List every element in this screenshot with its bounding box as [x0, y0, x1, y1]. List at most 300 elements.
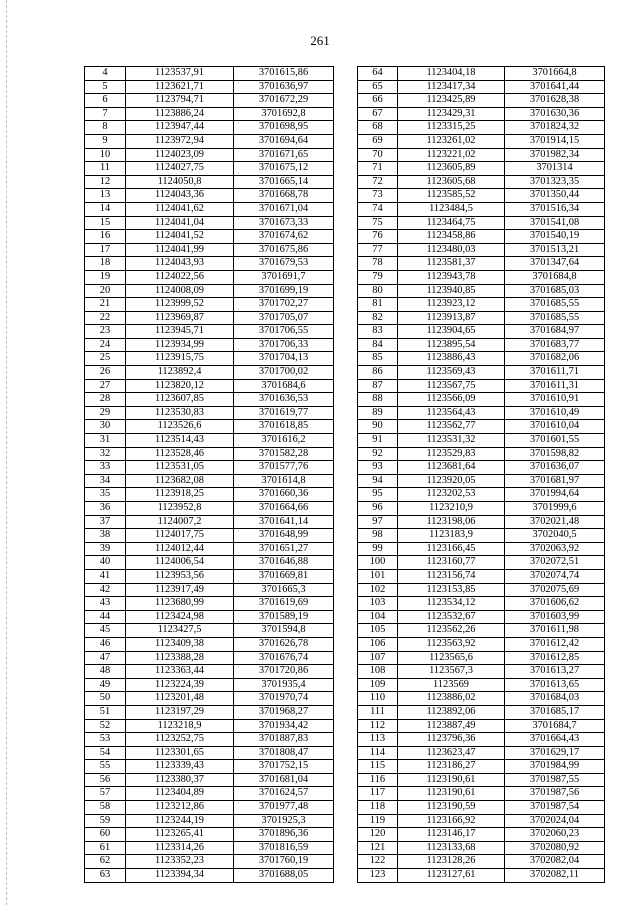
- table-row: [85, 202, 334, 216]
- x-coordinate-cell: 1123892,4: [126, 366, 234, 380]
- point-number-cell: 95: [358, 488, 398, 502]
- x-coordinate-cell: 1123680,99: [126, 597, 234, 611]
- point-number-cell: 63: [85, 869, 126, 883]
- table-row: [85, 583, 334, 597]
- point-number-cell: 12: [85, 175, 126, 189]
- x-coordinate-cell: 1124012,44: [126, 542, 234, 556]
- table-row: [85, 705, 334, 719]
- y-coordinate-cell: 3701824,32: [505, 121, 605, 135]
- point-number-cell: 69: [358, 134, 398, 148]
- table-row: [85, 515, 334, 529]
- x-coordinate-cell: 1123952,8: [126, 502, 234, 516]
- point-number-cell: 25: [85, 352, 126, 366]
- point-number-cell: 47: [85, 651, 126, 665]
- y-coordinate-cell: 3701641,14: [234, 515, 334, 529]
- point-number-cell: 18: [85, 257, 126, 271]
- y-coordinate-cell: 3701675,86: [234, 243, 334, 257]
- y-coordinate-cell: 3701685,55: [505, 298, 605, 312]
- y-coordinate-cell: 3701688,05: [234, 869, 334, 883]
- point-number-cell: 108: [358, 665, 398, 679]
- x-coordinate-cell: 1123567,3: [398, 665, 505, 679]
- x-coordinate-cell: 1123394,34: [126, 869, 234, 883]
- point-number-cell: 27: [85, 379, 126, 393]
- point-number-cell: 23: [85, 325, 126, 339]
- point-number-cell: 24: [85, 338, 126, 352]
- y-coordinate-cell: 3702082,04: [505, 855, 605, 869]
- x-coordinate-cell: 1124050,8: [126, 175, 234, 189]
- table-row: [358, 542, 605, 556]
- x-coordinate-cell: 1123569: [398, 678, 505, 692]
- point-number-cell: 56: [85, 773, 126, 787]
- point-number-cell: 116: [358, 773, 398, 787]
- table-row: [358, 406, 605, 420]
- y-coordinate-cell: 3701664,8: [505, 67, 605, 81]
- table-row: [85, 624, 334, 638]
- point-number-cell: 67: [358, 107, 398, 121]
- y-coordinate-cell: 3701987,56: [505, 787, 605, 801]
- y-coordinate-cell: 3701925,3: [234, 814, 334, 828]
- table-row: [85, 678, 334, 692]
- y-coordinate-cell: 3701323,35: [505, 175, 605, 189]
- y-coordinate-cell: 3701752,15: [234, 760, 334, 774]
- x-coordinate-cell: 1123820,12: [126, 379, 234, 393]
- x-coordinate-cell: 1123261,02: [398, 134, 505, 148]
- point-number-cell: 76: [358, 230, 398, 244]
- x-coordinate-cell: 1123190,59: [398, 801, 505, 815]
- x-coordinate-cell: 1123183,9: [398, 529, 505, 543]
- point-number-cell: 122: [358, 855, 398, 869]
- x-coordinate-cell: 1123127,61: [398, 869, 505, 883]
- y-coordinate-cell: 3701611,31: [505, 379, 605, 393]
- x-coordinate-cell: 1123133,68: [398, 841, 505, 855]
- point-number-cell: 117: [358, 787, 398, 801]
- point-number-cell: 79: [358, 270, 398, 284]
- table-row: [358, 474, 605, 488]
- x-coordinate-cell: 1123585,52: [398, 189, 505, 203]
- point-number-cell: 107: [358, 651, 398, 665]
- y-coordinate-cell: 3701611,71: [505, 366, 605, 380]
- x-coordinate-cell: 1123564,43: [398, 406, 505, 420]
- y-coordinate-cell: 3701665,3: [234, 583, 334, 597]
- point-number-cell: 49: [85, 678, 126, 692]
- x-coordinate-cell: 1123352,23: [126, 855, 234, 869]
- table-row: [358, 284, 605, 298]
- point-number-cell: 66: [358, 94, 398, 108]
- table-row: [358, 461, 605, 475]
- y-coordinate-cell: 3701808,47: [234, 746, 334, 760]
- y-coordinate-cell: 3701630,36: [505, 107, 605, 121]
- table-row: [358, 502, 605, 516]
- x-coordinate-cell: 1123363,44: [126, 665, 234, 679]
- point-number-cell: 110: [358, 692, 398, 706]
- x-coordinate-cell: 1123895,54: [398, 338, 505, 352]
- point-number-cell: 90: [358, 420, 398, 434]
- table-row: [358, 610, 605, 624]
- y-coordinate-cell: 3701970,74: [234, 692, 334, 706]
- x-coordinate-cell: 1123128,26: [398, 855, 505, 869]
- point-number-cell: 7: [85, 107, 126, 121]
- y-coordinate-cell: 3701610,04: [505, 420, 605, 434]
- table-row: [358, 814, 605, 828]
- table-row: [358, 583, 605, 597]
- y-coordinate-cell: 3701612,85: [505, 651, 605, 665]
- table-row: [85, 148, 334, 162]
- table-row: [358, 338, 605, 352]
- y-coordinate-cell: 3701987,55: [505, 773, 605, 787]
- table-row: [85, 651, 334, 665]
- x-coordinate-cell: 1124007,2: [126, 515, 234, 529]
- table-row: [85, 257, 334, 271]
- table-row: [85, 338, 334, 352]
- x-coordinate-cell: 1123339,43: [126, 760, 234, 774]
- y-coordinate-cell: 3701681,04: [234, 773, 334, 787]
- y-coordinate-cell: 3701999,6: [505, 502, 605, 516]
- point-number-cell: 10: [85, 148, 126, 162]
- y-coordinate-cell: 3701660,36: [234, 488, 334, 502]
- y-coordinate-cell: 3701685,55: [505, 311, 605, 325]
- point-number-cell: 119: [358, 814, 398, 828]
- table-row: [85, 134, 334, 148]
- y-coordinate-cell: 3701982,34: [505, 148, 605, 162]
- y-coordinate-cell: 3701935,4: [234, 678, 334, 692]
- y-coordinate-cell: 3702024,04: [505, 814, 605, 828]
- x-coordinate-cell: 1123563,92: [398, 637, 505, 651]
- point-number-cell: 114: [358, 746, 398, 760]
- scan-margin-line: [6, 0, 7, 905]
- table-row: [358, 379, 605, 393]
- table-row: [358, 243, 605, 257]
- y-coordinate-cell: 3701984,99: [505, 760, 605, 774]
- y-coordinate-cell: 3701648,99: [234, 529, 334, 543]
- table-row: [85, 637, 334, 651]
- x-coordinate-cell: 1123210,9: [398, 502, 505, 516]
- x-coordinate-cell: 1123484,5: [398, 202, 505, 216]
- point-number-cell: 16: [85, 230, 126, 244]
- table-row: [358, 801, 605, 815]
- point-number-cell: 58: [85, 801, 126, 815]
- table-row: [358, 746, 605, 760]
- point-number-cell: 6: [85, 94, 126, 108]
- table-row: [85, 189, 334, 203]
- y-coordinate-cell: 3701669,81: [234, 569, 334, 583]
- x-coordinate-cell: 1123953,56: [126, 569, 234, 583]
- y-coordinate-cell: 3701628,38: [505, 94, 605, 108]
- y-coordinate-cell: 3701618,85: [234, 420, 334, 434]
- table-row: [358, 298, 605, 312]
- y-coordinate-cell: 3701968,27: [234, 705, 334, 719]
- y-coordinate-cell: 3701987,54: [505, 801, 605, 815]
- point-number-cell: 37: [85, 515, 126, 529]
- x-coordinate-cell: 1123972,94: [126, 134, 234, 148]
- x-coordinate-cell: 1123425,89: [398, 94, 505, 108]
- x-coordinate-cell: 1123201,48: [126, 692, 234, 706]
- table-row: [85, 692, 334, 706]
- y-coordinate-cell: 3701706,33: [234, 338, 334, 352]
- point-number-cell: 74: [358, 202, 398, 216]
- table-row: [85, 855, 334, 869]
- table-row: [358, 202, 605, 216]
- x-coordinate-cell: 1123514,43: [126, 434, 234, 448]
- table-row: [85, 746, 334, 760]
- y-coordinate-cell: 3701594,8: [234, 624, 334, 638]
- point-number-cell: 106: [358, 637, 398, 651]
- table-row: [85, 406, 334, 420]
- y-coordinate-cell: 3701577,76: [234, 461, 334, 475]
- table-row: [85, 488, 334, 502]
- point-number-cell: 45: [85, 624, 126, 638]
- point-number-cell: 104: [358, 610, 398, 624]
- y-coordinate-cell: 3701671,04: [234, 202, 334, 216]
- y-coordinate-cell: 3701350,44: [505, 189, 605, 203]
- point-number-cell: 19: [85, 270, 126, 284]
- table-row: [358, 597, 605, 611]
- point-number-cell: 51: [85, 705, 126, 719]
- table-row: [85, 760, 334, 774]
- point-number-cell: 96: [358, 502, 398, 516]
- y-coordinate-cell: 3701651,27: [234, 542, 334, 556]
- point-number-cell: 22: [85, 311, 126, 325]
- table-row: [358, 556, 605, 570]
- y-coordinate-cell: 3701347,64: [505, 257, 605, 271]
- point-number-cell: 103: [358, 597, 398, 611]
- x-coordinate-cell: 1124041,99: [126, 243, 234, 257]
- y-coordinate-cell: 3701684,7: [505, 719, 605, 733]
- table-row: [85, 719, 334, 733]
- x-coordinate-cell: 1123224,39: [126, 678, 234, 692]
- table-row: [85, 569, 334, 583]
- y-coordinate-cell: 3701613,65: [505, 678, 605, 692]
- point-number-cell: 65: [358, 80, 398, 94]
- x-coordinate-cell: 1124017,75: [126, 529, 234, 543]
- x-coordinate-cell: 1123244,19: [126, 814, 234, 828]
- x-coordinate-cell: 1123190,61: [398, 787, 505, 801]
- y-coordinate-cell: 3701641,44: [505, 80, 605, 94]
- y-coordinate-cell: 3701934,42: [234, 719, 334, 733]
- y-coordinate-cell: 3701676,74: [234, 651, 334, 665]
- point-number-cell: 73: [358, 189, 398, 203]
- y-coordinate-cell: 3702060,23: [505, 828, 605, 842]
- y-coordinate-cell: 3701516,34: [505, 202, 605, 216]
- x-coordinate-cell: 1123464,75: [398, 216, 505, 230]
- table-row: [358, 257, 605, 271]
- point-number-cell: 94: [358, 474, 398, 488]
- x-coordinate-cell: 1123562,26: [398, 624, 505, 638]
- x-coordinate-cell: 1123915,75: [126, 352, 234, 366]
- table-row: [358, 787, 605, 801]
- point-number-cell: 91: [358, 434, 398, 448]
- y-coordinate-cell: 3701679,53: [234, 257, 334, 271]
- x-coordinate-cell: 1123166,45: [398, 542, 505, 556]
- table-row: [85, 420, 334, 434]
- point-number-cell: 98: [358, 529, 398, 543]
- point-number-cell: 21: [85, 298, 126, 312]
- point-number-cell: 99: [358, 542, 398, 556]
- x-coordinate-cell: 1123160,77: [398, 556, 505, 570]
- table-row: [358, 420, 605, 434]
- point-number-cell: 32: [85, 447, 126, 461]
- y-coordinate-cell: 3701636,53: [234, 393, 334, 407]
- x-coordinate-cell: 1123409,38: [126, 637, 234, 651]
- table-row: [85, 529, 334, 543]
- table-row: [85, 80, 334, 94]
- table-row: [358, 311, 605, 325]
- y-coordinate-cell: 3701665,14: [234, 175, 334, 189]
- point-number-cell: 97: [358, 515, 398, 529]
- y-coordinate-cell: 3701589,19: [234, 610, 334, 624]
- x-coordinate-cell: 1123969,87: [126, 311, 234, 325]
- table-row: [358, 828, 605, 842]
- point-number-cell: 68: [358, 121, 398, 135]
- y-coordinate-cell: 3701699,19: [234, 284, 334, 298]
- point-number-cell: 86: [358, 366, 398, 380]
- y-coordinate-cell: 3701684,03: [505, 692, 605, 706]
- point-number-cell: 5: [85, 80, 126, 94]
- table-row: [358, 175, 605, 189]
- x-coordinate-cell: 1123918,25: [126, 488, 234, 502]
- point-number-cell: 61: [85, 841, 126, 855]
- point-number-cell: 15: [85, 216, 126, 230]
- x-coordinate-cell: 1124022,56: [126, 270, 234, 284]
- x-coordinate-cell: 1123528,46: [126, 447, 234, 461]
- table-row: [358, 488, 605, 502]
- y-coordinate-cell: 3701612,42: [505, 637, 605, 651]
- point-number-cell: 75: [358, 216, 398, 230]
- x-coordinate-cell: 1123943,78: [398, 270, 505, 284]
- x-coordinate-cell: 1124041,52: [126, 230, 234, 244]
- x-coordinate-cell: 1123607,85: [126, 393, 234, 407]
- x-coordinate-cell: 1123153,85: [398, 583, 505, 597]
- x-coordinate-cell: 1123166,92: [398, 814, 505, 828]
- x-coordinate-cell: 1123529,83: [398, 447, 505, 461]
- table-row: [358, 216, 605, 230]
- x-coordinate-cell: 1123567,75: [398, 379, 505, 393]
- x-coordinate-cell: 1124006,54: [126, 556, 234, 570]
- table-row: [358, 529, 605, 543]
- y-coordinate-cell: 3701977,48: [234, 801, 334, 815]
- x-coordinate-cell: 1123945,71: [126, 325, 234, 339]
- y-coordinate-cell: 3701615,86: [234, 67, 334, 81]
- x-coordinate-cell: 1123301,65: [126, 746, 234, 760]
- table-row: [358, 678, 605, 692]
- x-coordinate-cell: 1123530,83: [126, 406, 234, 420]
- table-row: [358, 162, 605, 176]
- point-number-cell: 54: [85, 746, 126, 760]
- table-row: [358, 515, 605, 529]
- table-row: [358, 230, 605, 244]
- y-coordinate-cell: 3701619,69: [234, 597, 334, 611]
- table-row: [85, 828, 334, 842]
- y-coordinate-cell: 3702072,51: [505, 556, 605, 570]
- x-coordinate-cell: 1123886,02: [398, 692, 505, 706]
- point-number-cell: 70: [358, 148, 398, 162]
- x-coordinate-cell: 1123913,87: [398, 311, 505, 325]
- table-row: [85, 814, 334, 828]
- x-coordinate-cell: 1124043,36: [126, 189, 234, 203]
- table-row: [358, 325, 605, 339]
- x-coordinate-cell: 1123212,86: [126, 801, 234, 815]
- x-coordinate-cell: 1123681,64: [398, 461, 505, 475]
- table-row: [358, 80, 605, 94]
- y-coordinate-cell: 3702021,48: [505, 515, 605, 529]
- y-coordinate-cell: 3701684,97: [505, 325, 605, 339]
- y-coordinate-cell: 3701616,2: [234, 434, 334, 448]
- table-row: [358, 434, 605, 448]
- point-number-cell: 92: [358, 447, 398, 461]
- point-number-cell: 57: [85, 787, 126, 801]
- x-coordinate-cell: 1123265,41: [126, 828, 234, 842]
- point-number-cell: 89: [358, 406, 398, 420]
- point-number-cell: 112: [358, 719, 398, 733]
- point-number-cell: 72: [358, 175, 398, 189]
- x-coordinate-cell: 1123388,28: [126, 651, 234, 665]
- x-coordinate-cell: 1123534,12: [398, 597, 505, 611]
- y-coordinate-cell: 3701626,78: [234, 637, 334, 651]
- table-row: [85, 311, 334, 325]
- point-number-cell: 87: [358, 379, 398, 393]
- y-coordinate-cell: 3701614,8: [234, 474, 334, 488]
- point-number-cell: 28: [85, 393, 126, 407]
- table-row: [358, 773, 605, 787]
- x-coordinate-cell: 1123202,53: [398, 488, 505, 502]
- y-coordinate-cell: 3701683,77: [505, 338, 605, 352]
- point-number-cell: 9: [85, 134, 126, 148]
- y-coordinate-cell: 3701705,07: [234, 311, 334, 325]
- table-row: [358, 651, 605, 665]
- y-coordinate-cell: 3701994,64: [505, 488, 605, 502]
- table-row: [358, 121, 605, 135]
- y-coordinate-cell: 3701603,99: [505, 610, 605, 624]
- x-coordinate-cell: 1123314,26: [126, 841, 234, 855]
- x-coordinate-cell: 1123886,24: [126, 107, 234, 121]
- y-coordinate-cell: 3701513,21: [505, 243, 605, 257]
- x-coordinate-cell: 1123621,71: [126, 80, 234, 94]
- table-row: [358, 841, 605, 855]
- point-number-cell: 78: [358, 257, 398, 271]
- x-coordinate-cell: 1123252,75: [126, 733, 234, 747]
- table-row: [358, 67, 605, 81]
- table-row: [358, 148, 605, 162]
- point-number-cell: 83: [358, 325, 398, 339]
- point-number-cell: 121: [358, 841, 398, 855]
- table-row: [85, 94, 334, 108]
- y-coordinate-cell: 3701314: [505, 162, 605, 176]
- y-coordinate-cell: 3701684,8: [505, 270, 605, 284]
- point-number-cell: 40: [85, 556, 126, 570]
- point-number-cell: 39: [85, 542, 126, 556]
- point-number-cell: 50: [85, 692, 126, 706]
- x-coordinate-cell: 1123526,6: [126, 420, 234, 434]
- y-coordinate-cell: 3701760,19: [234, 855, 334, 869]
- coordinates-table-left: [84, 66, 334, 883]
- x-coordinate-cell: 1123940,85: [398, 284, 505, 298]
- x-coordinate-cell: 1123424,98: [126, 610, 234, 624]
- table-row: [85, 230, 334, 244]
- x-coordinate-cell: 1124027,75: [126, 162, 234, 176]
- table-row: [85, 162, 334, 176]
- x-coordinate-cell: 1123427,5: [126, 624, 234, 638]
- point-number-cell: 8: [85, 121, 126, 135]
- table-row: [358, 760, 605, 774]
- table-row: [358, 270, 605, 284]
- x-coordinate-cell: 1123417,34: [398, 80, 505, 94]
- y-coordinate-cell: 3701636,07: [505, 461, 605, 475]
- point-number-cell: 64: [358, 67, 398, 81]
- point-number-cell: 35: [85, 488, 126, 502]
- table-row: [85, 325, 334, 339]
- table-row: [85, 284, 334, 298]
- table-row: [358, 447, 605, 461]
- point-number-cell: 46: [85, 637, 126, 651]
